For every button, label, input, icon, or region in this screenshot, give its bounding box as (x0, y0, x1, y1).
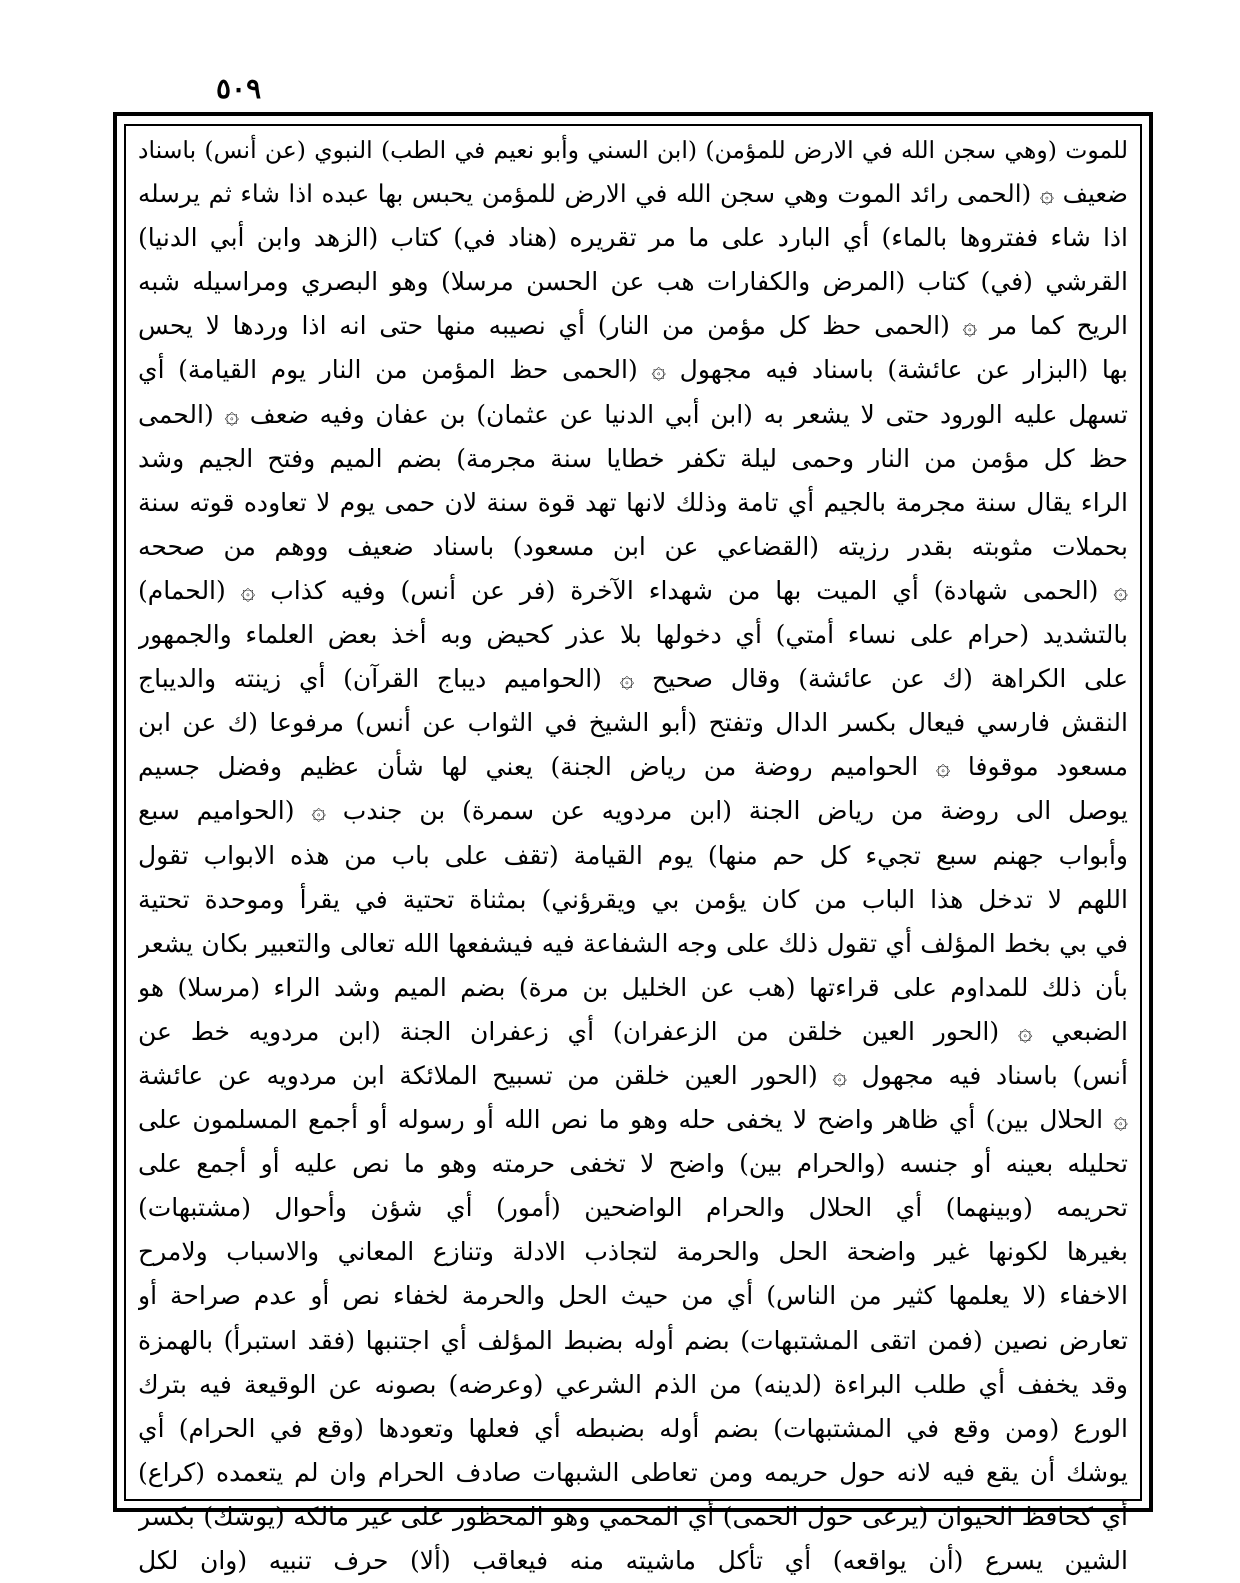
text-line: بغيرها لكونها غير واضحة الحل والحرمة لتجاذب الادلة وتنازع المعاني والاسباب ولامرح (138, 1237, 1128, 1267)
text-line: تحليله بعينه أو جنسه (والحرام بين) واضح لا تخفى حرمته وهو ما نص عليه أو أجمع على (138, 1149, 1128, 1179)
text-line: على الكراهة (ك عن عائشة) وقال صحيح ۞ (الحواميم ديباج القرآن) أي زينته والديباج (138, 664, 1128, 694)
text-line: بحملات مثوبته بقدر رزيته (القضاعي عن ابن مسعود) باسناد ضعيف ووهم من صححه (138, 531, 1128, 561)
text-line: الاخفاء (لا يعلمها كثير من الناس) أي من حيث الحل والحرمة لخفاء نص أو عدم صراحة أو (138, 1281, 1128, 1311)
text-line: النقش فارسي فيعال بكسر الدال وتفتح (أبو الشيخ في الثواب عن أنس) مرفوعا (ك عن ابن (138, 708, 1128, 738)
text-line: الراء يقال سنة مجرمة بالجيم أي تامة وذلك لانها تهد قوة سنة لان حمى يوم لا تعاوده قوته سنة (138, 487, 1128, 517)
text-line: تحريمه (وبينهما) أي الحلال والحرام الواضحين (أمور) أي شؤن وأحوال (مشتبهات) (138, 1193, 1128, 1223)
text-line: ۞ (الحمى شهادة) أي الميت بها من شهداء الآخرة (فر عن أنس) وفيه كذاب ۞ (الحمام) (138, 575, 1128, 605)
text-line: القرشي (في) كتاب (المرض والكفارات هب عن الحسن مرسلا) وهو البصري ومراسيله شبه (138, 267, 1128, 297)
text-line: ۞ الحلال بين) أي ظاهر واضح لا يخفى حله وهو ما نص الله أو رسوله أو أجمع المسلمون على (138, 1105, 1128, 1135)
text-line: ضعيف ۞ (الحمى رائد الموت وهي سجن الله في الارض للمؤمن يحبس بها عبده اذا شاء ثم يرسله (138, 179, 1128, 209)
text-line: وأبواب جهنم سبع تجيء كل حم منها) يوم القيامة (تقف على باب من هذه الابواب تقول (138, 840, 1128, 870)
text-line: حظ كل مؤمن من النار وحمى ليلة تكفر خطايا سنة مجرمة) بضم الميم وفتح الجيم وشد (138, 443, 1128, 473)
text-line: أنس) باسناد فيه مجهول ۞ (الحور العين خلقن من تسبيح الملائكة ابن مردويه عن عائشة (138, 1060, 1128, 1090)
text-line: بالتشديد (حرام على نساء أمتي) أي دخولها بلا عذر كحيض وبه أخذ بعض العلماء والجمهور (138, 620, 1128, 650)
text-line: مسعود موقوفا ۞ الحواميم روضة من رياض الجنة) يعني لها شأن عظيم وفضل جسيم (138, 752, 1128, 782)
text-line: الضبعي ۞ (الحور العين خلقن من الزعفران) أي زعفران الجنة (ابن مردويه خط عن (138, 1016, 1128, 1046)
text-line: اللهم لا تدخل هذا الباب من كان يؤمن بي ويقرؤني) بمثناة تحتية في يقرأ وموحدة تحتية (138, 884, 1128, 914)
text-line: للموت (وهي سجن الله في الارض للمؤمن) (ابن السني وأبو نعيم في الطب) النبوي (عن أنس) باسناد (138, 136, 1128, 164)
text-line: أي كحافظ الحيوان (يرعى حول الحمى) أي المحمي وهو المحظور على غير مالكه (يوشك) بكسر (138, 1501, 1128, 1531)
text-line: الورع (ومن وقع في المشتبهات) بضم أوله بضبطه أي فعلها وتعودها (وقع في الحرام) أي (138, 1413, 1128, 1443)
text-line: وقد يخفف أي طلب البراءة (لدينه) من الذم الشرعي (وعرضه) بصونه عن الوقيعة فيه بترك (138, 1369, 1128, 1399)
page-number: ٥٠٩ (216, 72, 262, 105)
text-line: اذا شاء ففتروها بالماء) أي البارد على ما مر تقريره (هناد في) كتاب (الزهد وابن أبي الدنيا) (138, 223, 1128, 253)
text-line: بها (البزار عن عائشة) باسناد فيه مجهول ۞ (الحمى حظ المؤمن من النار يوم القيامة) أي (138, 355, 1128, 385)
text-line: يوصل الى روضة من رياض الجنة (ابن مردويه عن سمرة) بن جندب ۞ (الحواميم سبع (138, 796, 1128, 826)
page-text-block (138, 128, 1128, 1575)
text-line: يوشك أن يقع فيه لانه حول حريمه ومن تعاطى الشبهات صادف الحرام وان لم يتعمده (كراع) (138, 1457, 1128, 1487)
text-line: الريح كما مر ۞ (الحمى حظ كل مؤمن من النار) أي نصيبه منها حتى انه اذا وردها لا يحس (138, 311, 1128, 341)
text-line: بأن ذلك للمداوم على قراءتها (هب عن الخليل بن مرة) بضم الميم وشد الراء (مرسلا) هو (138, 972, 1128, 1002)
text-line: الشين يسرع (أن يواقعه) أي تأكل ماشيته منه فيعاقب (ألا) حرف تنبيه (وان لكل (138, 1546, 1128, 1575)
text-line: في بي بخط المؤلف أي تقول ذلك على وجه الشفاعة فيه فيشفعها الله تعالى والتعبير بكان يشعر (138, 928, 1128, 958)
text-line: تسهل عليه الورود حتى لا يشعر به (ابن أبي الدنيا عن عثمان) بن عفان وفيه ضعف ۞ (الحمى (138, 399, 1128, 429)
text-line: تعارض نصين (فمن اتقى المشتبهات) بضم أوله بضبط المؤلف أي اجتنبها (فقد استبرأ) بالهمزة (138, 1325, 1128, 1355)
